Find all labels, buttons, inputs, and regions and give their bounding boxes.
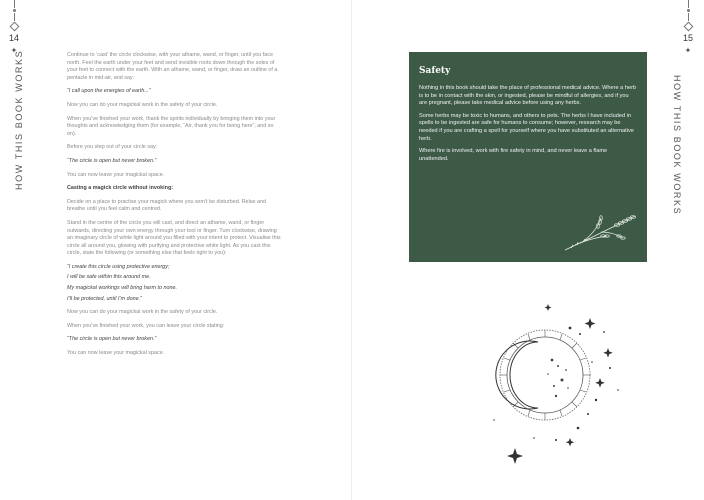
paragraph: You can now leave your magickal space. [67,350,165,357]
lavender-sprig-icon [561,208,639,254]
paragraph: “The circle is open but never broken.” [67,336,157,343]
safety-paragraph: Some herbs may be toxic to humans, and others to pets. The herbs I have included in spells to be ingested are safe for humans to consume; however, research may be needed if you are crafting a spell for yourself where you have substituted an alternative herb. [419,112,634,142]
paragraph: Now you can do your magickal work in the safety of your circle. [67,101,218,108]
running-head: HOW THIS BOOK WORKS [14,49,24,190]
paragraph: Decide on a place to practise your magick where you won’t be disturbed. Relax and breathe until you feel calm and centred. [67,198,266,213]
paragraph: When you’ve finished your work, you can leave your circle stating: [67,322,225,329]
star-ornament-icon: ✦ [10,46,18,55]
paragraph: Casting a magick circle without invoking: [67,185,174,192]
safety-paragraph: Where fire is involved, work with fire safety in mind, and never leave a flame unattended. [419,148,608,162]
crescent-moon-with-stars-icon [470,290,630,470]
paragraph: “I call upon the energies of earth...” [67,88,151,95]
paragraph: I will be safe within this around me. [67,274,151,281]
paragraph: I’ll be protected, until I’m done.” [67,295,142,302]
paragraph: “The circle is open but never broken.” [67,157,157,164]
right-folio [678,0,698,55]
paragraph: My magickal workings will bring harm to none. [67,285,177,292]
paragraph: When you’ve finished your work, thank the spirits individually by bringing them into your thoughts and acknowledging them (for example, “Air, thank you for being here”, and so on). [67,115,276,137]
star-ornament-icon: ✦ [684,46,692,55]
paragraph: Now you can do your magickal work in the safety of your circle. [67,309,218,316]
paragraph: “I create this circle using protective energy; [67,263,170,270]
safety-title: Safety [419,66,451,76]
paragraph: Before you step out of your circle say: [67,144,158,151]
diamond-ornament-icon [9,22,19,32]
page-number: 14 [8,33,19,43]
left-folio [4,0,24,55]
diamond-ornament-icon [683,22,693,32]
paragraph: Stand in the centre of the circle you will cast, and direct an athame, wand, or finger outwards, directing your own energy through your tool or finger. Turn clockwise, drawing an imaginary circle of white light around you filled with your intent to protect. Visualise this circle all around you, glowing with purifying and protective white light. As you cast this circle, state the following (or something else that feels right to you): [67,219,281,257]
paragraph: You can now leave your magickal space. [67,171,165,178]
safety-paragraph: Nothing in this book should take the place of professional medical advice. Where a herb is to be in contact with the skin, or ingested, please be mindful of allergies, and if you are pregnant, please take medical advice before using any herbs. [419,85,637,107]
page-number: 15 [682,33,693,43]
paragraph: Continue to ‘cast’ the circle clockwise, with your athame, wand, or finger, until you face north. Feel the earth under your feet and send invisible roots down through the soles of your feet to connect with the earth. With an athame, wand, or finger, draw an outline of a pentacle in mid-air, and say: [67,52,278,81]
running-head: HOW THIS BOOK WORKS [672,75,682,216]
body-text [67,52,283,364]
safety-box [409,52,647,262]
